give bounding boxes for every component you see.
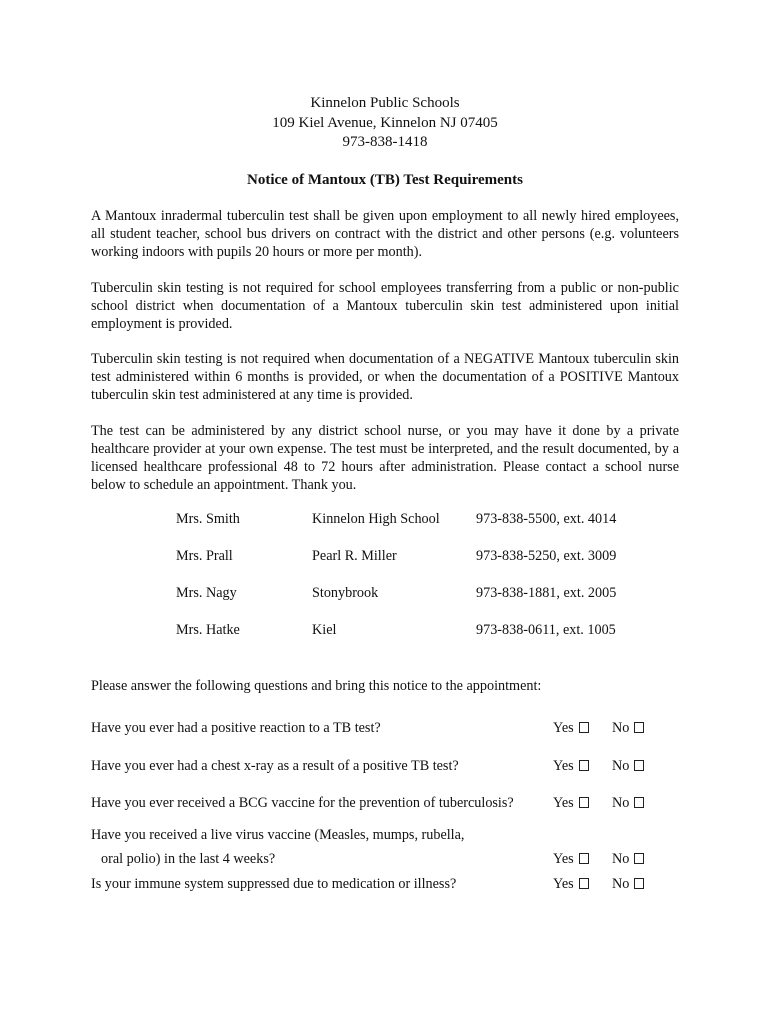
no-checkbox[interactable] <box>634 722 644 733</box>
document-title: Notice of Mantoux (TB) Test Requirements <box>247 172 523 188</box>
question-positive-reaction <box>0 720 770 740</box>
no-option[interactable]: No <box>612 795 644 812</box>
question-text: Have you ever had a chest x-ray as a result of a positive TB test? <box>91 758 459 774</box>
yes-option[interactable]: Yes <box>553 758 589 775</box>
no-option[interactable]: No <box>612 758 644 775</box>
yes-checkbox[interactable] <box>579 760 589 771</box>
no-checkbox[interactable] <box>634 760 644 771</box>
contact-name: Mrs. Smith <box>176 511 240 527</box>
contact-name: Mrs. Prall <box>176 548 233 564</box>
contact-phone: 973-838-0611, ext. 1005 <box>476 622 616 638</box>
contact-phone: 973-838-5250, ext. 3009 <box>476 548 617 564</box>
org-phone: 973-838-1418 <box>342 134 428 150</box>
no-option[interactable]: No <box>612 851 644 868</box>
contact-name: Mrs. Nagy <box>176 585 237 601</box>
yes-checkbox[interactable] <box>579 797 589 808</box>
org-address: 109 Kiel Avenue, Kinnelon NJ 07405 <box>272 115 498 131</box>
contact-phone: 973-838-5500, ext. 4014 <box>476 511 617 527</box>
contact-school: Stonybrook <box>312 585 379 601</box>
question-text: oral polio) in the last 4 weeks? <box>101 851 276 867</box>
contact-row <box>0 511 770 531</box>
question-live-virus-vaccine <box>0 851 770 871</box>
question-text: Is your immune system suppressed due to medication or illness? <box>91 876 457 892</box>
yes-checkbox[interactable] <box>579 722 589 733</box>
contact-school: Pearl R. Miller <box>312 548 397 564</box>
contact-row <box>0 585 770 605</box>
question-text: Have you ever received a BCG vaccine for the prevention of tuberculosis? <box>91 795 514 811</box>
contact-row <box>0 622 770 642</box>
paragraph-transfer-exemption: Tuberculin skin testing is not required for school employees transferring from a public or non-public school district when documentation of a Mantoux tuberculin skin test administered upon initial employment is provided. <box>91 280 679 332</box>
contact-name: Mrs. Hatke <box>176 622 240 638</box>
no-checkbox[interactable] <box>634 853 644 864</box>
no-checkbox[interactable] <box>634 797 644 808</box>
contact-row <box>0 548 770 568</box>
question-immune-suppressed <box>0 876 770 896</box>
question-chest-xray <box>0 758 770 778</box>
yes-checkbox[interactable] <box>579 853 589 864</box>
questions-intro: Please answer the following questions and bring this notice to the appointment: <box>91 678 542 694</box>
question-bcg-vaccine <box>0 795 770 815</box>
no-checkbox[interactable] <box>634 878 644 889</box>
question-text-line1: Have you received a live virus vaccine (Measles, mumps, rubella, <box>91 827 465 843</box>
yes-option[interactable]: Yes <box>553 876 589 893</box>
org-name: Kinnelon Public Schools <box>310 95 460 111</box>
contact-school: Kinnelon High School <box>312 511 440 527</box>
paragraph-requirement: A Mantoux inradermal tuberculin test shall be given upon employment to all newly hired employees, all student teacher, school bus drivers on contract with the district and other persons (e.g. volunteers working indoors with pupils 20 hours or more per month). <box>91 208 679 260</box>
yes-option[interactable]: Yes <box>553 795 589 812</box>
question-text: Have you ever had a positive reaction to a TB test? <box>91 720 381 736</box>
yes-option[interactable]: Yes <box>553 851 589 868</box>
no-option[interactable]: No <box>612 876 644 893</box>
paragraph-documentation-exemption: Tuberculin skin testing is not required when documentation of a NEGATIVE Mantoux tuberculin skin test administered within 6 months is provided, or when the documentation of a POSITIVE Mantoux tuberculin skin test administered at any time is provided. <box>91 351 679 403</box>
yes-checkbox[interactable] <box>579 878 589 889</box>
paragraph-administration: The test can be administered by any district school nurse, or you may have it done by a private healthcare provider at your own expense. The test must be interpreted, and the result documented, by a licensed healthcare professional 48 to 72 hours after administration. Please contact a school nurse below to schedule an appointment. Thank you. <box>91 423 679 493</box>
contact-phone: 973-838-1881, ext. 2005 <box>476 585 617 601</box>
contact-school: Kiel <box>312 622 337 638</box>
yes-option[interactable]: Yes <box>553 720 589 737</box>
no-option[interactable]: No <box>612 720 644 737</box>
